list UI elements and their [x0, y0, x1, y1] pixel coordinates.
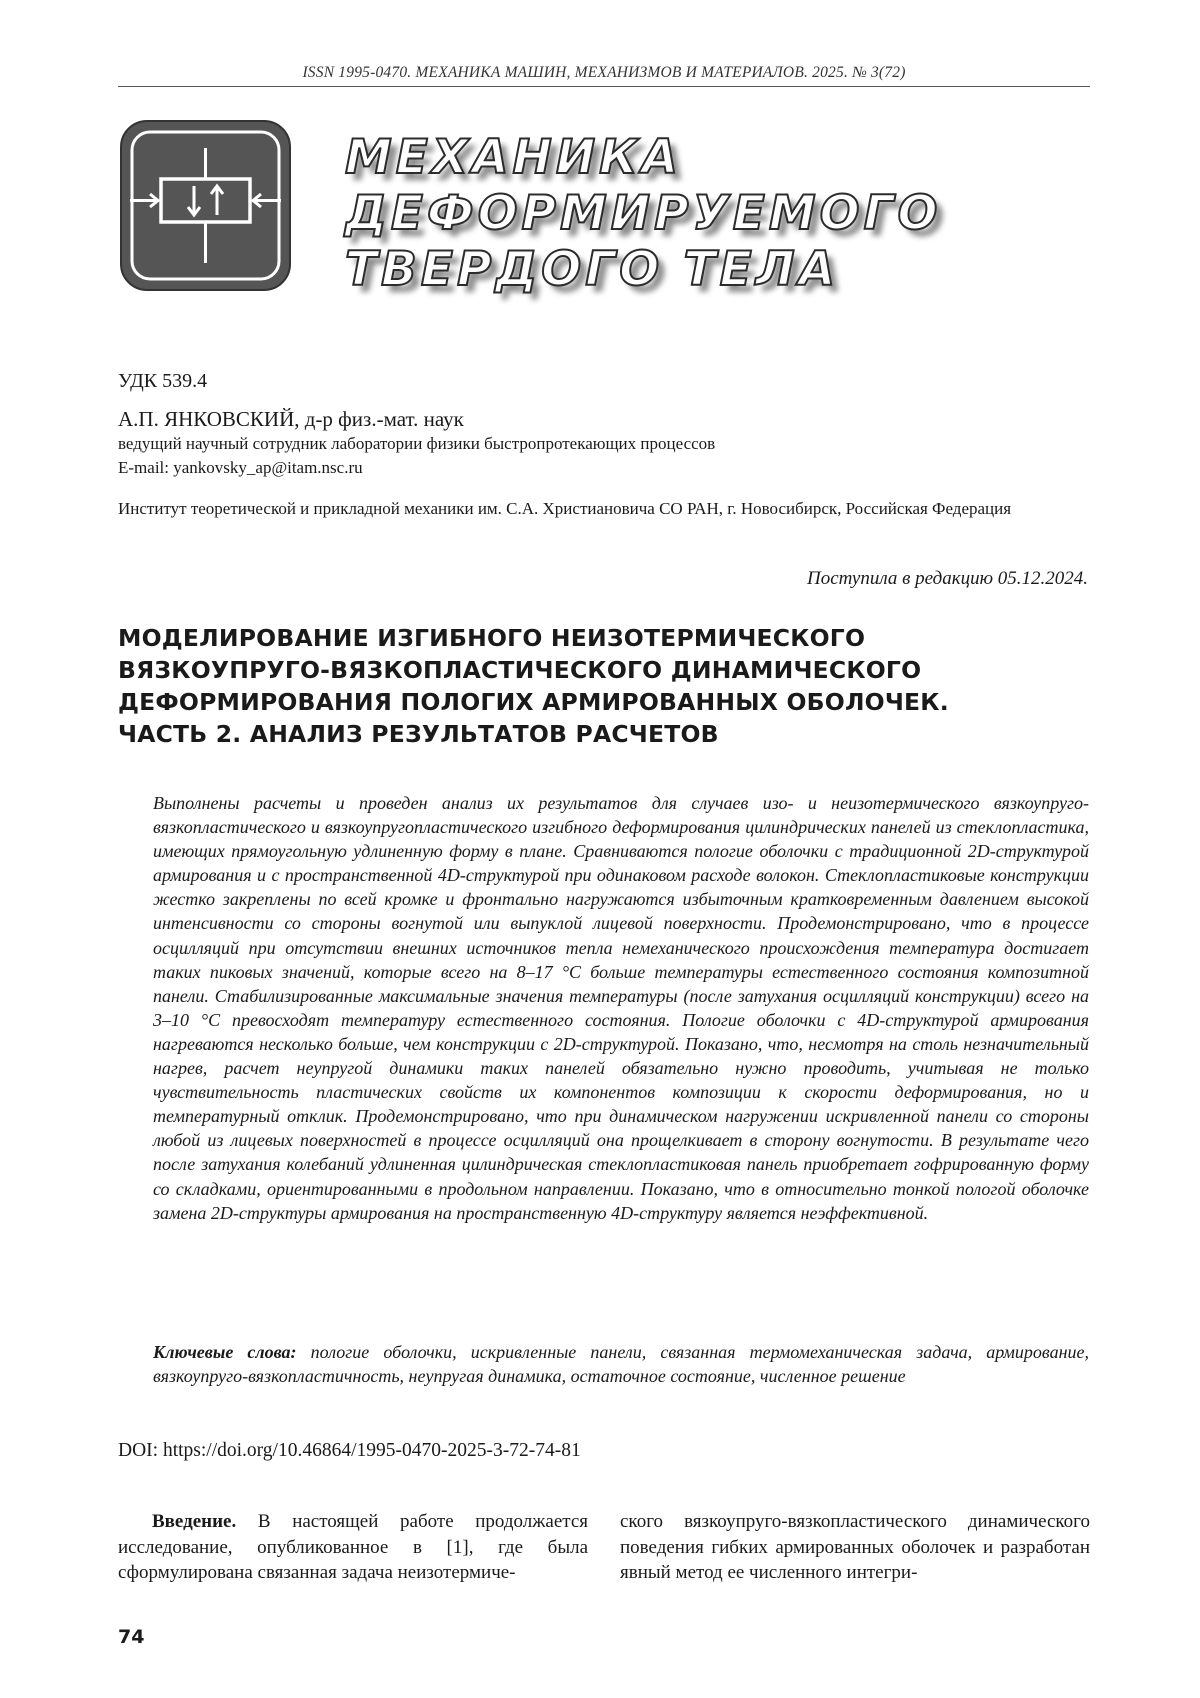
- author-position: ведущий научный сотрудник лаборатории физики быстропротекающих процессов: [118, 434, 715, 454]
- article-title-line: МОДЕЛИРОВАНИЕ ИЗГИБНОГО НЕИЗОТЕРМИЧЕСКОГО: [118, 622, 1098, 654]
- section-title-line: ДЕФОРМИРУЕМОГО: [345, 186, 1045, 242]
- section-title-line: МЕХАНИКА: [345, 130, 1045, 186]
- section-title: [345, 130, 1045, 298]
- author-name: А.П. ЯНКОВСКИЙ, д-р физ.-мат. наук: [118, 407, 464, 432]
- keywords: [153, 1340, 1089, 1388]
- author-email: E-mail: yankovsky_ap@itam.nsc.ru: [118, 458, 363, 478]
- author-institution: Институт теоретической и прикладной механики им. С.А. Христиановича СО РАН, г. Новосибирск, Российская Федерация: [118, 497, 1018, 521]
- section-title-line: ТВЕРДОГО ТЕЛА: [345, 242, 1045, 298]
- body-column-left: [118, 1509, 588, 1586]
- abstract: Выполнены расчеты и проведен анализ их результатов для случаев изо- и неизотермического вязко­упруго-вязкопластического и вязкоупругопластического изгибного деформирования цилиндрических панелей из стеклопластика, имеющих прямоугольную удлиненную форму в плане. Сравниваются пологие оболочки с традиционной 2D-структурой армирования и с пространственной 4D-структу­рой при одинаковом расходе волокон. Стеклопластиковые конструкции жестко закреплены по всей кромке и фронтально нагружаются избыточным кратковременным давлением высокой интенсив­ности со стороны вогнутой или выпуклой лицевой поверхности. Продемонстрировано, что в про­цессе осцилляций при отсутствии внешних источников тепла немеханического происхождения температура достигает таких пиковых значений, которые всего на 8–17 °С больше температуры естественного состояния композитной панели. Стабилизированные максимальные значения тем­пературы (после затухания осцилляций конструкции) всего на 3–10 °С превосходят температуру естественного состояния. Пологие оболочки с 4D-структурой армирования нагреваются несколько больше, чем конструкции с 2D-структурой. Показано, что, несмотря на столь незначительный нагрев, расчет неупругой динамики таких панелей обязательно нужно проводить, учитывая не только чувствительность пластических свойств их компонентов композиции к скорости деформиро­вания, но и температурный отклик. Продемонстрировано, что при динамическом нагружении искри­вленной панели со стороны любой из лицевых поверхностей в процессе осцилляций она прощелкива­ет в сторону вогнутости. В результате чего после затухания колебаний удлиненная цилиндрическая стеклопластиковая панель приобретает гофрированную форму со складками, ориентированными в продольном направлении. Показано, что в относительно тонкой пологой оболочке замена 2D-струк­туры армирования на пространственную 4D-структуру является неэффективной.: [153, 791, 1089, 1225]
- page-number: 74: [118, 1626, 144, 1648]
- section-logo-icon: [118, 118, 293, 293]
- intro-text: В настоящей работе продолжает­ся исследование, опубликованное в [1], где была сформулирована связанная задача неизотермиче-: [118, 1511, 588, 1583]
- journal-page: [0, 0, 1200, 1698]
- doi-link[interactable]: DOI: https://doi.org/10.46864/1995-0470-2025-3-72-74-81: [118, 1440, 581, 1462]
- body-column-right: ского вязкоупруго-вязкопластического динами­ческого поведения гибких армированных оболочек и разработан явный метод ее численного интегри-: [620, 1509, 1090, 1586]
- udk-code: УДК 539.4: [118, 370, 207, 393]
- running-head: ISSN 1995-0470. МЕХАНИКА МАШИН, МЕХАНИЗМОВ И МАТЕРИАЛОВ. 2025. № 3(72): [118, 64, 1090, 82]
- article-title: [118, 622, 1098, 750]
- intro-label: Введение.: [152, 1511, 236, 1532]
- header-rule: [118, 86, 1090, 87]
- keywords-label: Ключевые слова:: [153, 1342, 297, 1362]
- received-date: Поступила в редакцию 05.12.2024.: [807, 568, 1088, 590]
- article-title-line: ВЯЗКОУПРУГО-ВЯЗКОПЛАСТИЧЕСКОГО ДИНАМИЧЕСКОГО: [118, 654, 1098, 686]
- article-title-line: ДЕФОРМИРОВАНИЯ ПОЛОГИХ АРМИРОВАННЫХ ОБОЛОЧЕК.: [118, 686, 1098, 718]
- article-title-line: ЧАСТЬ 2. АНАЛИЗ РЕЗУЛЬТАТОВ РАСЧЕТОВ: [118, 718, 1098, 750]
- keywords-list: пологие оболочки, искривленные панели, связанная термомеханическая задача, армирование, вязкоупруго-вязкопластичность, неупругая динамика, остаточное состояние, численное решение: [153, 1342, 1089, 1386]
